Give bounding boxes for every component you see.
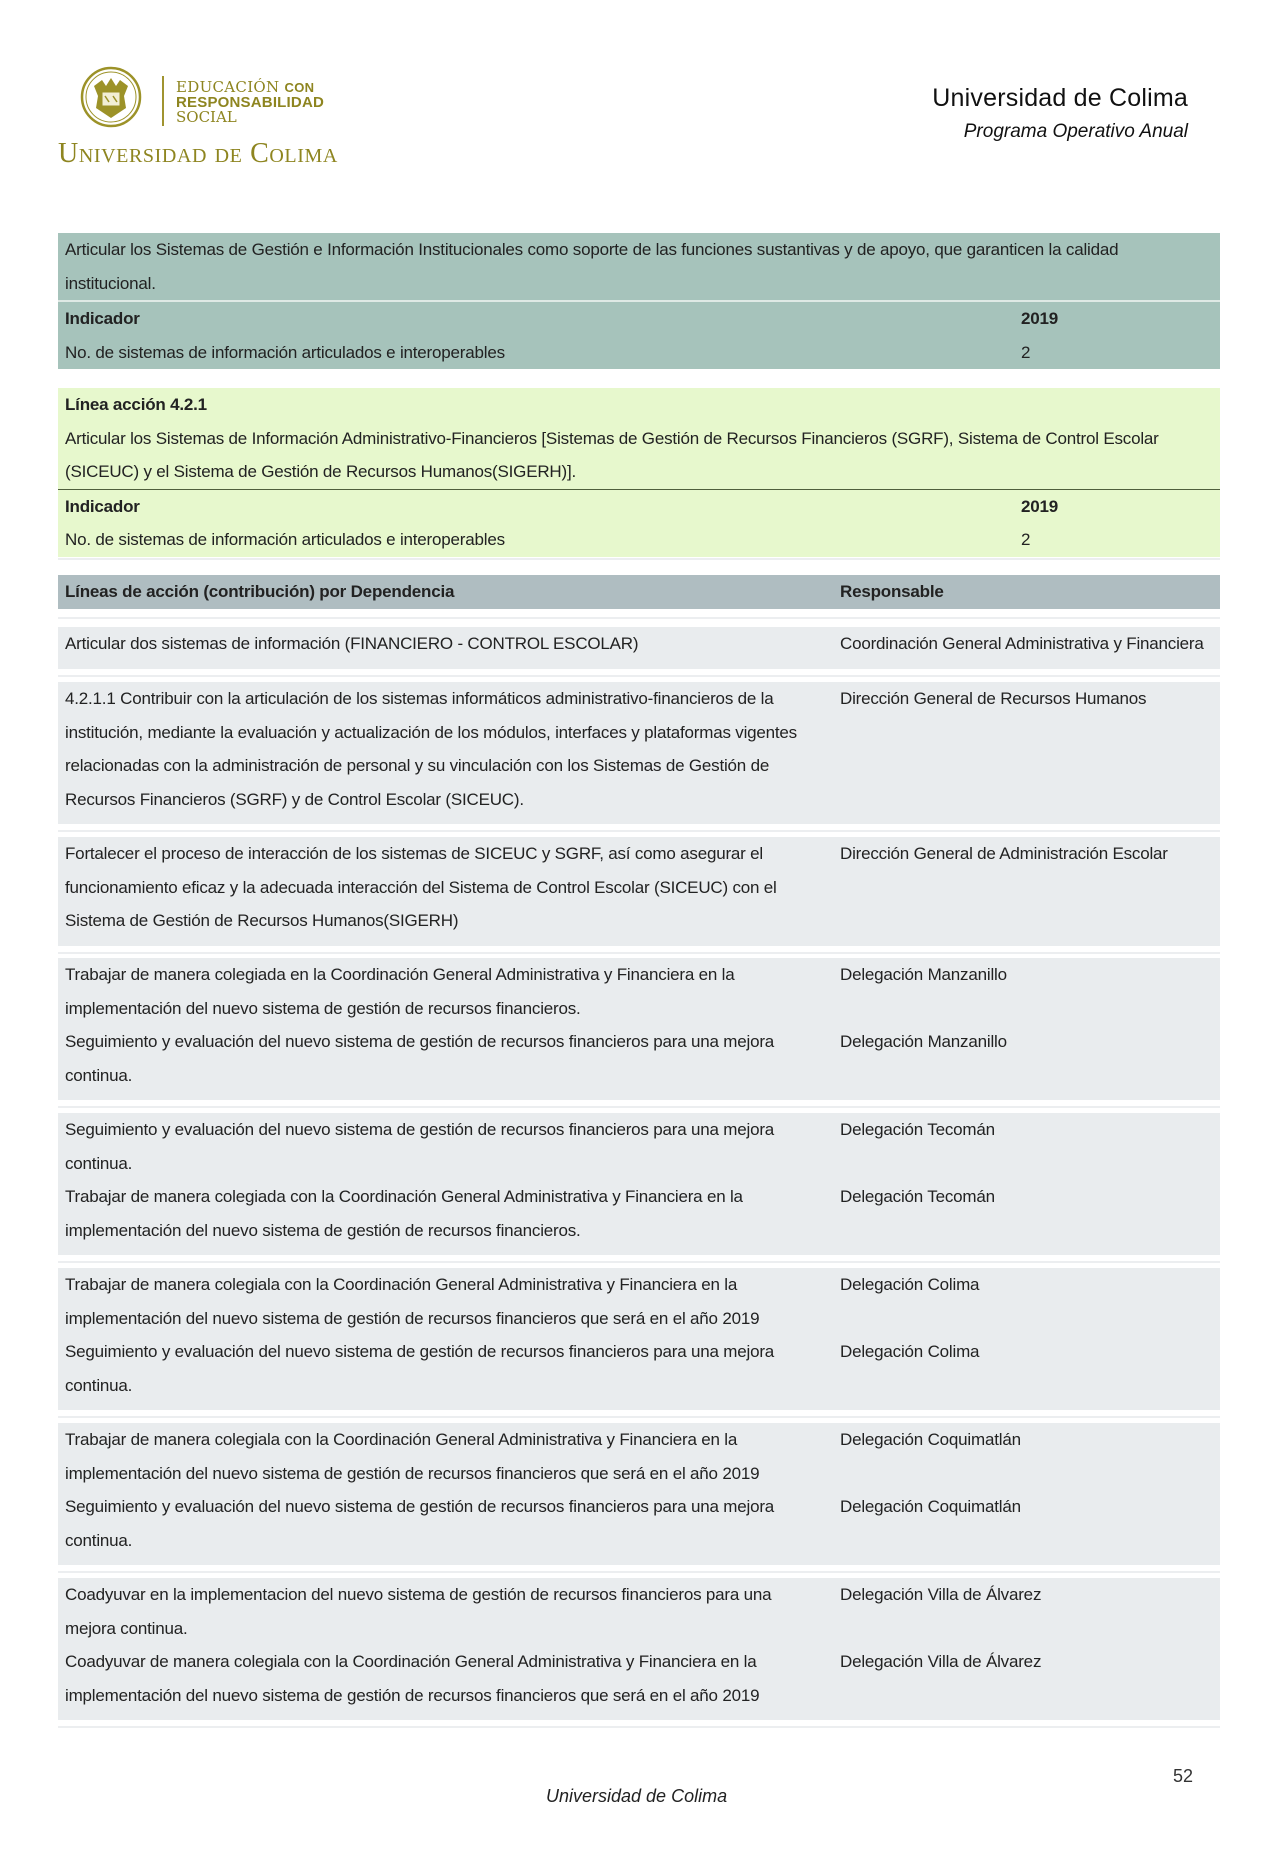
row-responsable: Delegación Colima — [840, 1275, 980, 1294]
linea-accion-indicator-value: 2 — [1021, 530, 1031, 549]
row-action-text-line: implementación del nuevo sistema de gestión de recursos financieros. — [65, 1220, 581, 1240]
objective-indicator-text: No. de sistemas de información articulados e interoperables — [65, 342, 505, 362]
header-responsable: Responsable — [840, 582, 944, 601]
row-action-text-line: Trabajar de manera colegiada en la Coordinación General Administrativa y Financiera en la — [65, 965, 735, 984]
row-action-text-line: Fortalecer el proceso de interacción de los sistemas de SICEUC y SGRF, así como asegurar el — [65, 844, 763, 863]
row-responsable: Delegación Coquimatlán — [840, 1430, 1021, 1449]
logo-divider — [162, 76, 164, 126]
table-row — [58, 1268, 1220, 1410]
row-separator — [58, 1571, 1220, 1573]
row-responsable: Delegación Tecomán — [840, 1187, 995, 1206]
table-row — [58, 682, 1220, 824]
objective-text-line-2: institucional. — [65, 273, 156, 293]
linea-accion-text-line-1: Articular los Sistemas de Información Administrativo-Financieros [Sistemas de Gestión de Recursos Financieros (SGRF), Sistema de Control Escolar — [65, 428, 1159, 448]
row-action-text-line: implementación del nuevo sistema de gestión de recursos financieros que será en el año 2019 — [65, 1463, 760, 1483]
linea-accion-year-label: 2019 — [1021, 496, 1059, 516]
row-action-text-line: Coadyuvar de manera colegiala con la Coordinación General Administrativa y Financiera en la — [65, 1652, 757, 1671]
row-action-text-line: continua. — [65, 1530, 133, 1550]
row-action-text-line: implementación del nuevo sistema de gestión de recursos financieros que será en el año 2019 — [65, 1308, 760, 1328]
logo-university-name: Universidad de Colima — [58, 138, 338, 169]
row-separator — [58, 675, 1220, 677]
row-action-text-line: relacionadas con la administración de personal y su vinculación con los Sistemas de Gestión de — [65, 756, 770, 775]
row-responsable: Delegación Colima — [840, 1342, 980, 1361]
logo-slogan — [176, 80, 324, 125]
row-action-text-line: Trabajar de manera colegiala con la Coordinación General Administrativa y Financiera en la — [65, 1275, 738, 1294]
row-action-text-line: 4.2.1.1 Contribuir con la articulación de los sistemas informáticos administrativo-financieros de la — [65, 689, 774, 708]
row-responsable: Delegación Manzanillo — [840, 965, 1007, 984]
linea-accion-text-line-2: (SICEUC) y el Sistema de Gestión de Recursos Humanos(SIGERH)]. — [65, 462, 576, 481]
objective-text-line-1: Articular los Sistemas de Gestión e Información Institucionales como soporte de las funciones sustantivas y de apoyo, que garanticen la calidad — [65, 240, 1119, 259]
row-action-text-line: Trabajar de manera colegiada con la Coordinación General Administrativa y Financiera en la — [65, 1187, 743, 1206]
row-action-text-line: Articular dos sistemas de información (FINANCIERO - CONTROL ESCOLAR) — [65, 634, 639, 653]
table-row — [58, 1423, 1220, 1565]
objective-year-label: 2019 — [1021, 309, 1059, 328]
linea-accion-indicator-label: Indicador — [65, 496, 140, 516]
page-number: 52 — [1173, 1766, 1194, 1786]
row-separator — [58, 1261, 1220, 1263]
slogan-con: CON — [284, 80, 315, 95]
row-action-text-line: Seguimiento y evaluación del nuevo sistema de gestión de recursos financieros para una mejora — [65, 1120, 775, 1139]
row-separator — [58, 830, 1220, 832]
row-action-text-line: continua. — [65, 1153, 133, 1173]
table-row — [58, 1578, 1220, 1720]
header-lineas: Líneas de acción (contribución) por Dependencia — [65, 582, 455, 601]
row-separator — [58, 952, 1220, 954]
objective-indicator-section — [58, 300, 1220, 369]
row-action-text-line: Recursos Financieros (SGRF) y de Control Escolar (SICEUC). — [65, 789, 524, 809]
table-row — [58, 1113, 1220, 1255]
row-separator — [58, 1726, 1220, 1728]
row-responsable: Delegación Tecomán — [840, 1120, 995, 1139]
row-action-text-line: Seguimiento y evaluación del nuevo sistema de gestión de recursos financieros para una mejora — [65, 1342, 775, 1361]
row-action-text-line: Seguimiento y evaluación del nuevo sistema de gestión de recursos financieros para una mejora — [65, 1497, 775, 1516]
slogan-line-3: SOCIAL — [176, 108, 237, 126]
row-action-text-line: mejora continua. — [65, 1618, 188, 1638]
separator — [58, 558, 1220, 560]
row-action-text-line: funcionamiento eficaz y la adecuada interacción del Sistema de Control Escolar (SICEUC) con el — [65, 877, 777, 897]
linea-accion-block — [58, 388, 1220, 557]
row-responsable: Delegación Villa de Álvarez — [840, 1585, 1042, 1604]
slogan-line-2: RESPONSABILIDAD — [176, 94, 325, 111]
row-responsable: Coordinación General Administrativa y Financiera — [840, 634, 1204, 653]
row-action-text-line: continua. — [65, 1065, 133, 1085]
objective-indicator-value: 2 — [1021, 342, 1031, 362]
linea-accion-indicator-text: No. de sistemas de información articulados e interoperables — [65, 530, 505, 549]
objective-indicator-label: Indicador — [65, 309, 140, 328]
row-action-text-line: implementación del nuevo sistema de gestión de recursos financieros que será en el año 2019 — [65, 1685, 760, 1705]
row-action-text-line: implementación del nuevo sistema de gestión de recursos financieros. — [65, 998, 581, 1018]
linea-accion-title: Línea acción 4.2.1 — [65, 395, 207, 414]
row-responsable: Delegación Villa de Álvarez — [840, 1652, 1042, 1671]
row-responsable: Dirección General de Administración Escolar — [840, 844, 1168, 863]
table-row — [58, 837, 1220, 946]
row-responsable: Dirección General de Recursos Humanos — [840, 689, 1147, 708]
header-subtitle: Programa Operativo Anual — [963, 121, 1188, 142]
table-header — [58, 575, 1220, 609]
separator — [58, 617, 1220, 619]
header-title: Universidad de Colima — [932, 84, 1188, 112]
university-seal-icon — [80, 66, 142, 128]
row-responsable: Delegación Manzanillo — [840, 1032, 1007, 1051]
row-separator — [58, 1416, 1220, 1418]
row-action-text-line: continua. — [65, 1375, 133, 1395]
university-logo — [58, 64, 358, 174]
row-action-text-line: institución, mediante la evaluación y actualización de los módulos, interfaces y plataformas vigentes — [65, 722, 797, 742]
row-action-text-line: Trabajar de manera colegiala con la Coordinación General Administrativa y Financiera en la — [65, 1430, 738, 1449]
linea-accion-indicator-section — [58, 489, 1220, 557]
row-responsable: Delegación Coquimatlán — [840, 1497, 1021, 1516]
footer-text: Universidad de Colima — [546, 1786, 728, 1806]
table-row — [58, 627, 1220, 669]
row-separator — [58, 1106, 1220, 1108]
slogan-line-1: EDUCACIÓN — [176, 78, 280, 96]
row-action-text-line: Sistema de Gestión de Recursos Humanos(SIGERH) — [65, 911, 459, 930]
objective-block — [58, 233, 1220, 369]
row-action-text-line: Coadyuvar en la implementacion del nuevo sistema de gestión de recursos financieros para una — [65, 1585, 772, 1604]
row-action-text-line: Seguimiento y evaluación del nuevo sistema de gestión de recursos financieros para una mejora — [65, 1032, 775, 1051]
table-row — [58, 958, 1220, 1100]
